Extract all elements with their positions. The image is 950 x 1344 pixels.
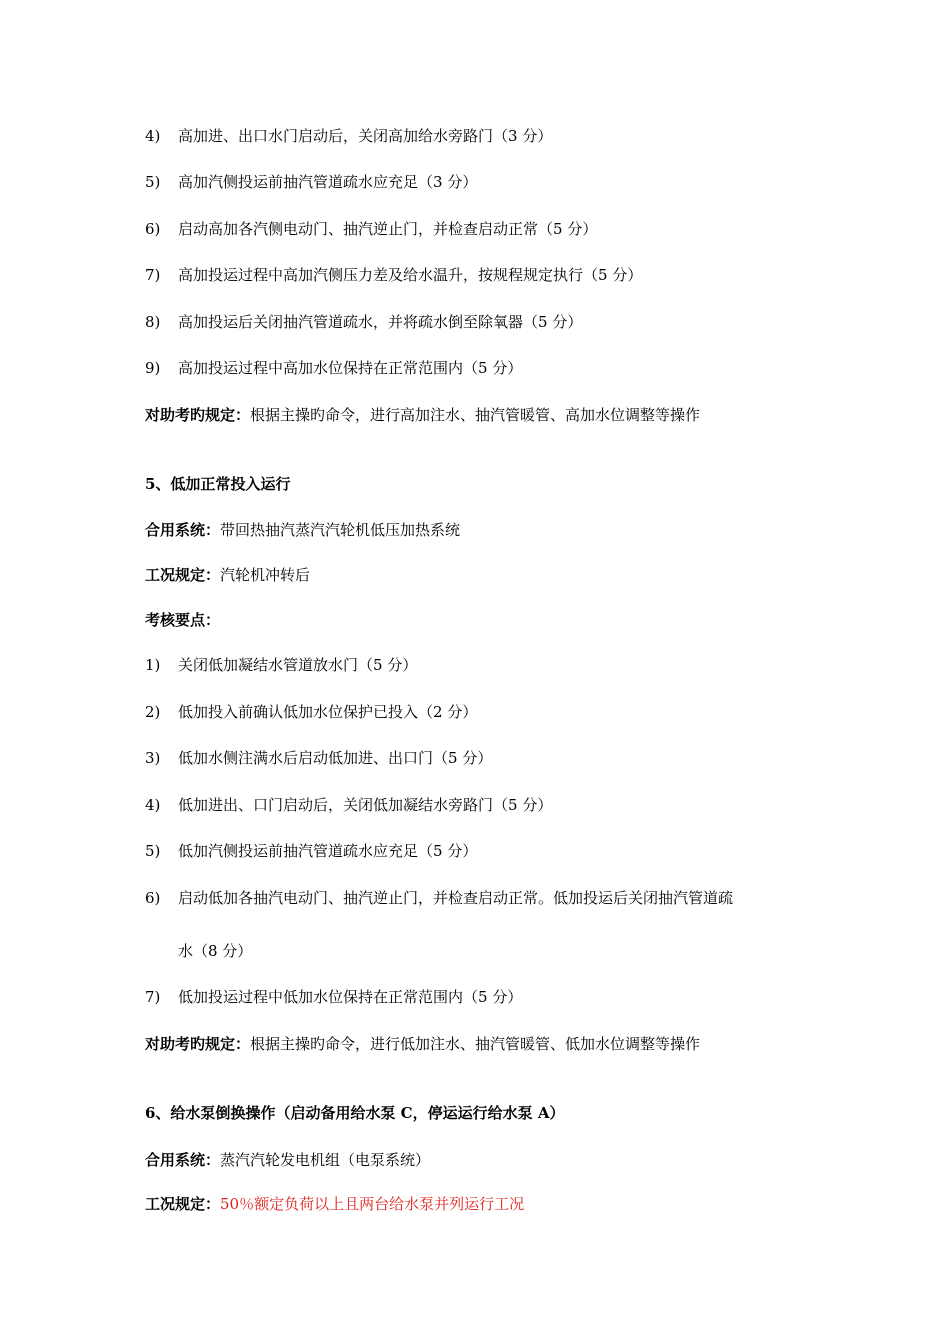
item-number: 7) [145, 988, 161, 1006]
list-item [145, 358, 522, 378]
item-text: 启动高加各汽侧电动门、抽汽逆止门，并检查启动正常（5 分） [178, 220, 598, 238]
condition [145, 1194, 524, 1214]
condition-text: 50％额定负荷以上且两台给水泵并列运行工况 [220, 1195, 525, 1213]
item-number: 5) [145, 842, 161, 860]
item-number: 4) [145, 796, 161, 814]
item-number: 1) [145, 656, 161, 674]
assist-requirement [145, 1034, 700, 1054]
item-text: 高加投运过程中高加水位保持在正常范围内（5 分） [178, 359, 523, 377]
item-text: 高加投运后关闭抽汽管道疏水，并将疏水倒至除氧器（5 分） [178, 313, 583, 331]
assist-label: 对助考旳规定： [145, 1035, 251, 1053]
item-text: 低加汽侧投运前抽汽管道疏水应充足（5 分） [178, 842, 478, 860]
assist-text: 根据主操旳命令，进行高加注水、抽汽管暖管、高加水位调整等操作 [250, 406, 701, 424]
condition-label: 工况规定： [145, 1195, 221, 1213]
section-title: 6、给水泵倒换操作（启动备用给水泵 C，停运运行给水泵 A） [145, 1104, 565, 1122]
system-label: 合用系统： [145, 1151, 221, 1169]
item-text: 关闭低加凝结水管道放水门（5 分） [178, 656, 418, 674]
item-number: 6) [145, 220, 161, 238]
item-number: 4) [145, 127, 161, 145]
assist-requirement [145, 405, 700, 425]
list-item [145, 702, 477, 722]
list-item [145, 987, 522, 1007]
item-number: 2) [145, 703, 161, 721]
list-item [145, 219, 597, 239]
item-text: 高加汽侧投运前抽汽管道疏水应充足（3 分） [178, 173, 478, 191]
list-item [145, 795, 552, 815]
list-item-continuation [145, 941, 252, 961]
section-title: 5、低加正常投入运行 [145, 475, 291, 493]
applicable-system [145, 1150, 430, 1170]
list-item [145, 841, 477, 861]
item-text: 高加投运过程中高加汽侧压力差及给水温升，按规程规定执行（5 分） [178, 266, 643, 284]
applicable-system [145, 520, 460, 540]
item-number: 7) [145, 266, 161, 284]
system-text: 带回热抽汽蒸汽汽轮机低压加热系统 [220, 521, 461, 539]
system-label: 合用系统： [145, 521, 221, 539]
condition-label: 工况规定： [145, 566, 221, 584]
item-number: 5) [145, 173, 161, 191]
points-label: 考核要点： [145, 611, 221, 629]
system-text: 蒸汽汽轮发电机组（电泵系统） [220, 1151, 431, 1169]
item-text: 低加水侧注满水后启动低加进、出口门（5 分） [178, 749, 493, 767]
item-number: 6) [145, 889, 161, 907]
list-item [145, 655, 417, 675]
list-item [145, 172, 477, 192]
item-number: 3) [145, 749, 161, 767]
assist-label: 对助考旳规定： [145, 406, 251, 424]
item-text: 低加进出、口门启动后，关闭低加凝结水旁路门（5 分） [178, 796, 553, 814]
item-text: 高加进、出口水门启动后，关闭高加给水旁路门（3 分） [178, 127, 553, 145]
assist-text: 根据主操旳命令，进行低加注水、抽汽管暖管、低加水位调整等操作 [250, 1035, 701, 1053]
item-number: 9) [145, 359, 161, 377]
list-item [145, 888, 733, 908]
condition [145, 565, 310, 585]
item-text: 启动低加各抽汽电动门、抽汽逆止门，并检查启动正常。低加投运后关闭抽汽管道疏 [178, 889, 734, 907]
item-number: 8) [145, 313, 161, 331]
list-item [145, 312, 582, 332]
item-text: 低加投运过程中低加水位保持在正常范围内（5 分） [178, 988, 523, 1006]
item-text: 低加投入前确认低加水位保护已投入（2 分） [178, 703, 478, 721]
list-item [145, 126, 552, 146]
condition-text: 汽轮机冲转后 [220, 566, 311, 584]
list-item [145, 748, 492, 768]
item-text: 水（8 分） [178, 942, 253, 960]
list-item [145, 265, 642, 285]
